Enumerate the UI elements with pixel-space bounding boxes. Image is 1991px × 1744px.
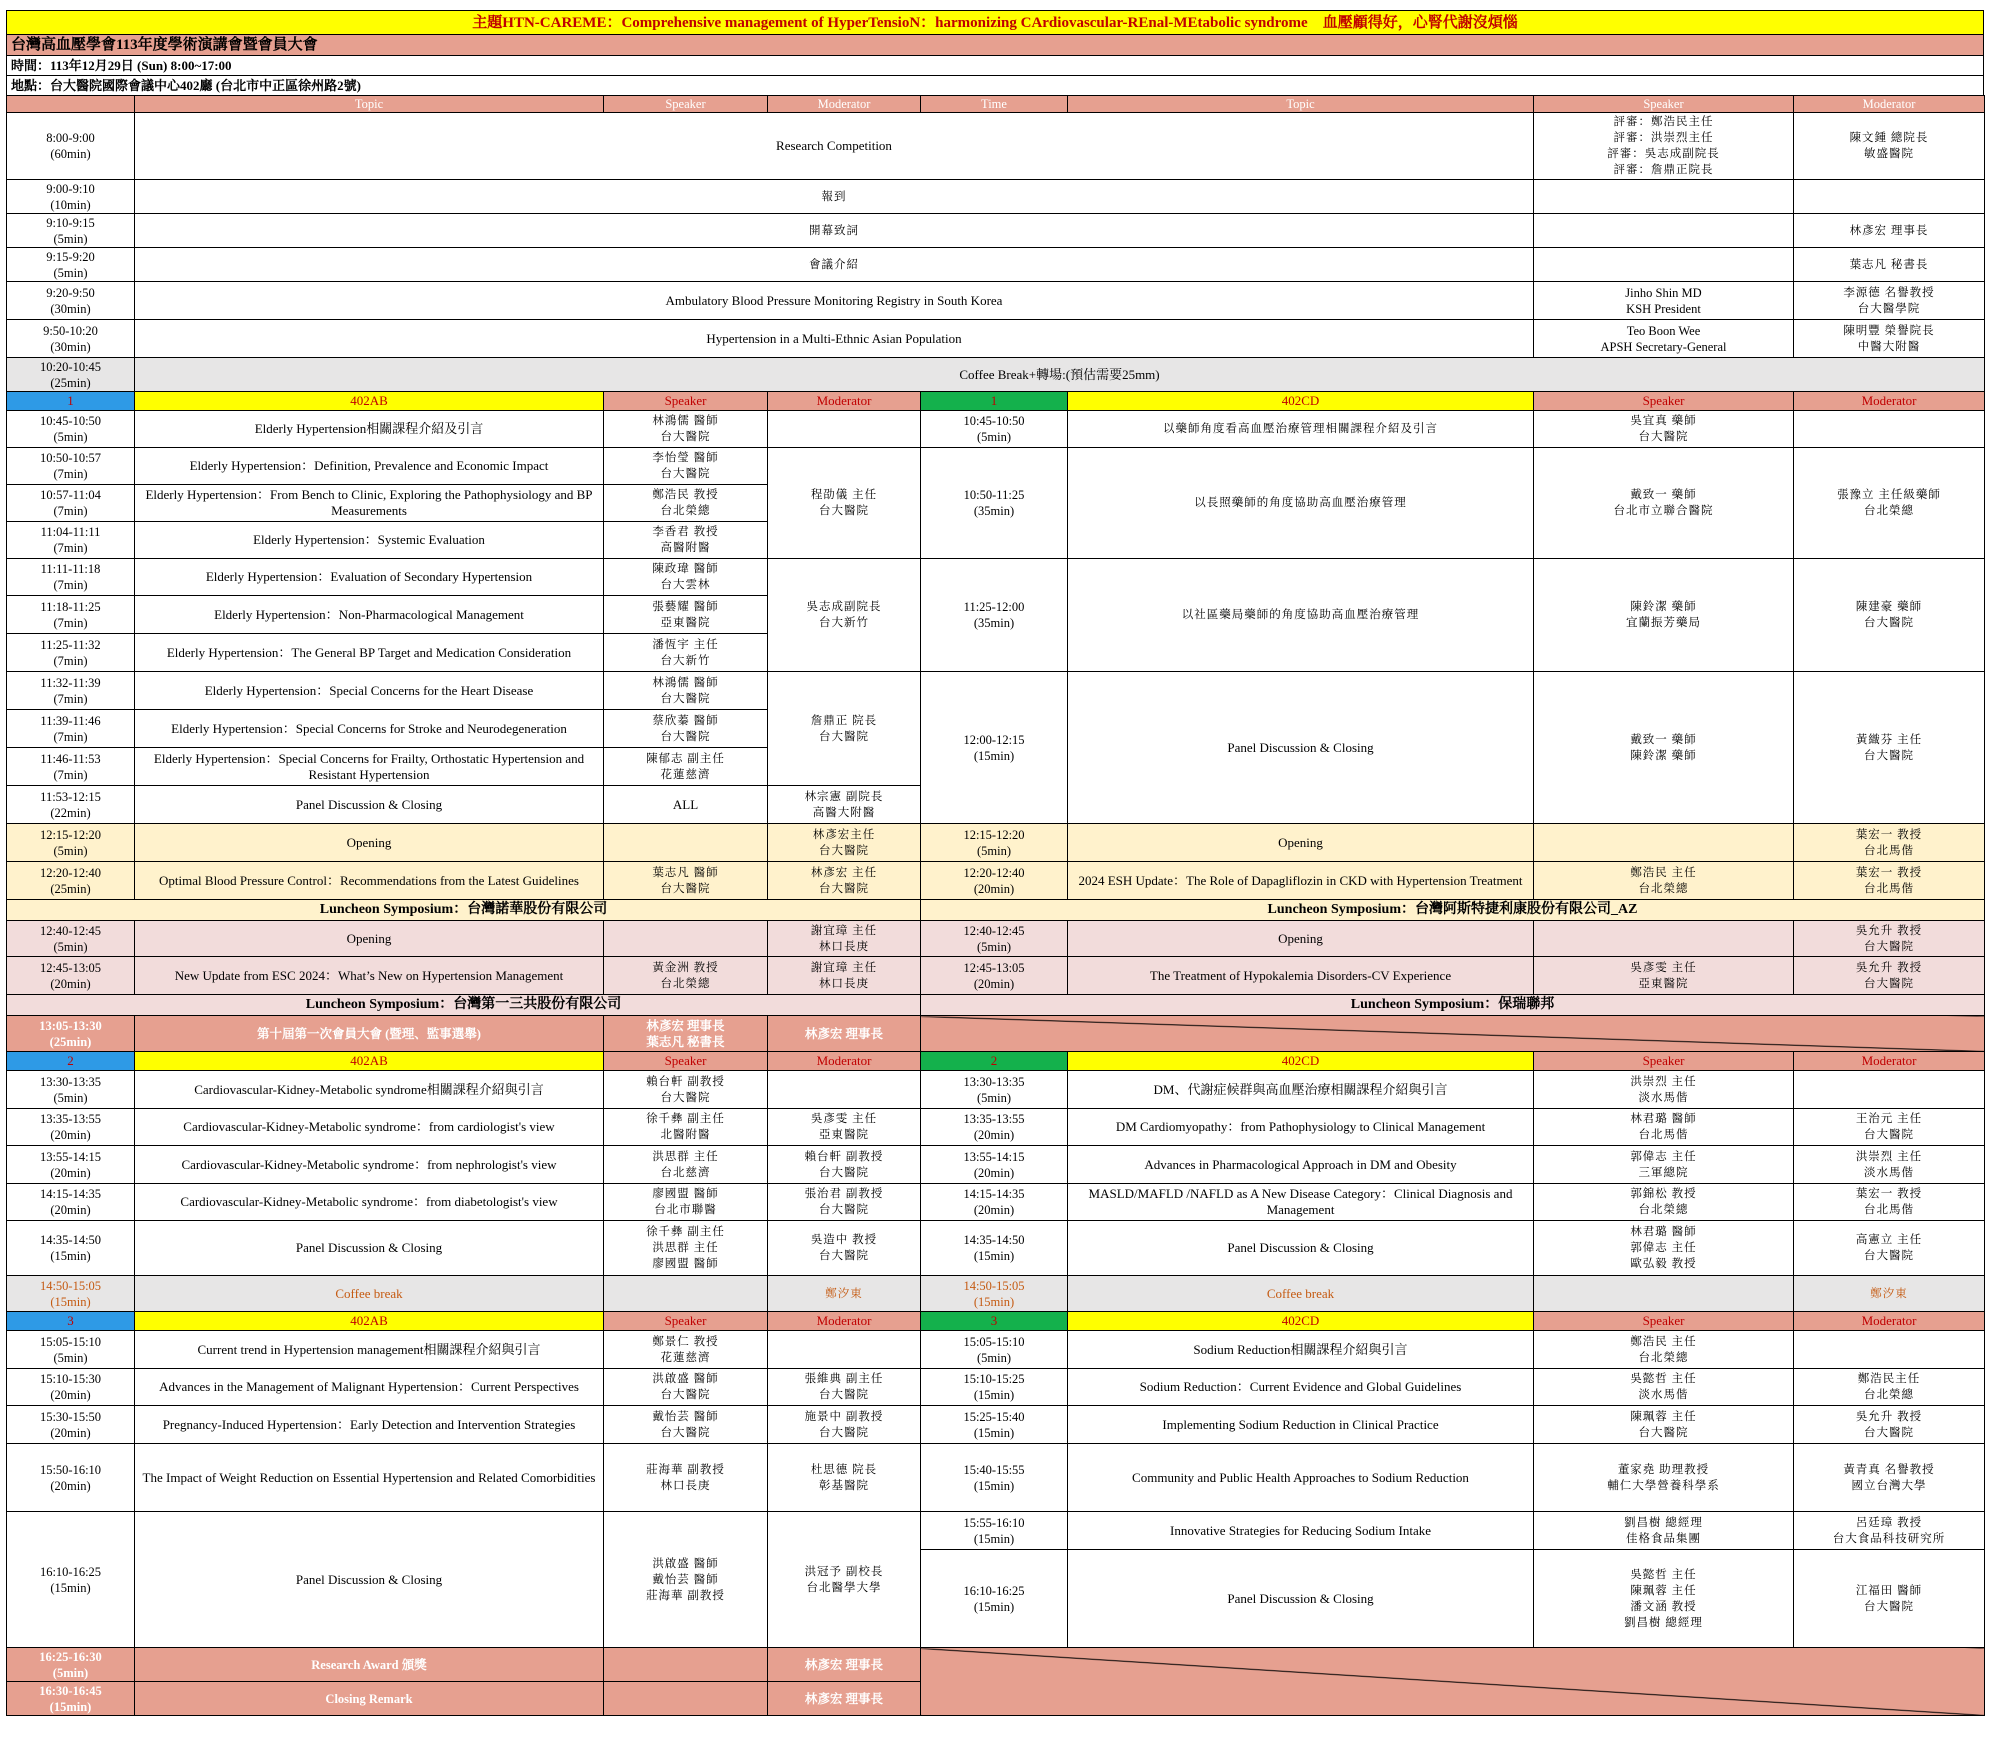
topic-cell: Hypertension in a Multi-Ethnic Asian Population xyxy=(135,320,1534,358)
moderator-cell: 鄭汐東 xyxy=(768,1276,921,1312)
time-cell: 11:25-12:00 (35min) xyxy=(921,559,1068,672)
speaker-cell: 賴台軒 副教授 台大醫院 xyxy=(604,1071,768,1109)
table-row xyxy=(7,1444,1985,1512)
luncheon-symposium-label: Luncheon Symposium：台灣諾華股份有限公司 xyxy=(7,900,921,921)
col-head-speaker: Speaker xyxy=(604,1312,768,1331)
moderator-cell: 林彥宏主任 台大醫院 xyxy=(768,824,921,862)
topic-cell: The Treatment of Hypokalemia Disorders-CV Experience xyxy=(1068,957,1534,995)
topic-cell: 第十屆第一次會員大會 (暨理、監事選舉) xyxy=(135,1016,604,1052)
topic-cell: 以長照藥師的角度協助高血壓治療管理 xyxy=(1068,448,1534,559)
col-head-topic: Topic xyxy=(135,96,604,113)
table-row xyxy=(7,448,1985,485)
empty-diagonal-cell xyxy=(921,1648,1985,1716)
time-cell: 14:50-15:05 (15min) xyxy=(921,1276,1068,1312)
speaker-cell: 黃金洲 教授 台北榮總 xyxy=(604,957,768,995)
col-head-time: Time xyxy=(921,96,1068,113)
time-cell: 14:35-14:50 (15min) xyxy=(921,1221,1068,1276)
speaker-cell: 林君璐 醫師 台北馬偕 xyxy=(1534,1109,1794,1146)
session-number: 1 xyxy=(921,392,1068,411)
session-header-row xyxy=(7,1312,1985,1331)
time-cell: 14:50-15:05 (15min) xyxy=(7,1276,135,1312)
speaker-cell xyxy=(1534,921,1794,957)
speaker-cell: 林鴻儒 醫師 台大醫院 xyxy=(604,672,768,710)
speaker-cell xyxy=(604,921,768,957)
speaker-cell: 蔡欣蓁 醫師 台大醫院 xyxy=(604,710,768,748)
time-cell: 13:35-13:55 (20min) xyxy=(7,1109,135,1146)
time-cell: 15:40-15:55 (15min) xyxy=(921,1444,1068,1512)
speaker-cell: 廖國盟 醫師 台北市聯醫 xyxy=(604,1184,768,1221)
topic-cell: Elderly Hypertension：Systemic Evaluation xyxy=(135,522,604,559)
assembly-row xyxy=(7,1016,1985,1052)
page-title: 台灣高血壓學會113年度學術演講會暨會員大會 xyxy=(6,34,1984,55)
topic-cell: Opening xyxy=(135,921,604,957)
topic-cell: 會議介紹 xyxy=(135,248,1534,282)
time-cell: 11:11-11:18 (7min) xyxy=(7,559,135,596)
topic-cell: Optimal Blood Pressure Control：Recommendations from the Latest Guidelines xyxy=(135,862,604,900)
topic-cell: Elderly Hypertension相關課程介紹及引言 xyxy=(135,411,604,448)
speaker-cell xyxy=(604,1682,768,1716)
topic-cell: Panel Discussion & Closing xyxy=(1068,672,1534,824)
col-head-moderator: Moderator xyxy=(768,1052,921,1071)
speaker-cell: 董家堯 助理教授 輔仁大學營養科學系 xyxy=(1534,1444,1794,1512)
time-cell: 9:10-9:15 (5min) xyxy=(7,214,135,248)
speaker-cell xyxy=(604,1648,768,1682)
col-head-moderator: Moderator xyxy=(1794,392,1985,411)
topic-cell: Research Competition xyxy=(135,113,1534,180)
moderator-cell: 吳造中 教授 台大醫院 xyxy=(768,1221,921,1276)
time-cell: 12:45-13:05 (20min) xyxy=(921,957,1068,995)
speaker-cell: 吳宜真 藥師 台大醫院 xyxy=(1534,411,1794,448)
speaker-cell xyxy=(604,824,768,862)
moderator-cell: 謝宜璋 主任 林口長庚 xyxy=(768,957,921,995)
table-row xyxy=(7,1369,1985,1406)
topic-cell: Opening xyxy=(1068,921,1534,957)
time-cell: 15:05-15:10 (5min) xyxy=(921,1331,1068,1369)
speaker-cell xyxy=(1534,180,1794,214)
table-row xyxy=(7,248,1985,282)
topic-cell: Current trend in Hypertension management相關課程介紹與引言 xyxy=(135,1331,604,1369)
column-header-row xyxy=(7,96,1985,113)
time-cell: 14:15-14:35 (20min) xyxy=(7,1184,135,1221)
topic-cell: 以藥師角度看高血壓治療管理相關課程介紹及引言 xyxy=(1068,411,1534,448)
session-header-row xyxy=(7,1052,1985,1071)
moderator-cell xyxy=(1794,180,1985,214)
moderator-cell: 洪冠予 副校長 台北醫學大學 xyxy=(768,1512,921,1648)
topic-cell: Cardiovascular-Kidney-Metabolic syndrome相關課程介紹與引言 xyxy=(135,1071,604,1109)
topic-cell: Elderly Hypertension：The General BP Target and Medication Consideration xyxy=(135,634,604,672)
room-label: 402CD xyxy=(1068,1052,1534,1071)
moderator-cell: 程劭儀 主任 台大醫院 xyxy=(768,448,921,559)
moderator-cell xyxy=(768,1331,921,1369)
table-row xyxy=(7,824,1985,862)
time-cell: 10:45-10:50 (5min) xyxy=(7,411,135,448)
topic-cell: Opening xyxy=(1068,824,1534,862)
closing-row xyxy=(7,1648,1985,1682)
time-cell: 15:30-15:50 (20min) xyxy=(7,1406,135,1444)
time-cell: 11:25-11:32 (7min) xyxy=(7,634,135,672)
time-cell: 10:50-10:57 (7min) xyxy=(7,448,135,485)
speaker-cell: 劉昌樹 總經理 佳格食品集團 xyxy=(1534,1512,1794,1550)
luncheon-symposium-row xyxy=(7,995,1985,1016)
time-cell: 13:35-13:55 (20min) xyxy=(921,1109,1068,1146)
moderator-cell: 謝宜璋 主任 林口長庚 xyxy=(768,921,921,957)
topic-cell: Panel Discussion & Closing xyxy=(1068,1550,1534,1648)
moderator-cell: 王治元 主任 台大醫院 xyxy=(1794,1109,1985,1146)
speaker-cell: 鄭浩民 主任 台北榮總 xyxy=(1534,862,1794,900)
room-label: 402AB xyxy=(135,392,604,411)
time-cell: 8:00-9:00 (60min) xyxy=(7,113,135,180)
moderator-cell xyxy=(1794,411,1985,448)
time-cell: 15:50-16:10 (20min) xyxy=(7,1444,135,1512)
coffee-break-label: Coffee Break+轉場:(預估需要25mm) xyxy=(135,358,1985,392)
room-label: 402CD xyxy=(1068,392,1534,411)
speaker-cell: 張藝耀 醫師 亞東醫院 xyxy=(604,596,768,634)
topic-cell: 開幕致詞 xyxy=(135,214,1534,248)
moderator-cell: 吳允升 教授 台大醫院 xyxy=(1794,957,1985,995)
luncheon-symposium-row xyxy=(7,900,1985,921)
speaker-cell: 戴怡芸 醫師 台大醫院 xyxy=(604,1406,768,1444)
topic-cell: Implementing Sodium Reduction in Clinical Practice xyxy=(1068,1406,1534,1444)
moderator-cell: 洪崇烈 主任 淡水馬偕 xyxy=(1794,1146,1985,1184)
moderator-cell: 鄭浩民主任 台北榮總 xyxy=(1794,1369,1985,1406)
time-cell: 15:05-15:10 (5min) xyxy=(7,1331,135,1369)
time-cell: 15:10-15:30 (20min) xyxy=(7,1369,135,1406)
time-cell: 11:18-11:25 (7min) xyxy=(7,596,135,634)
time-cell: 9:00-9:10 (10min) xyxy=(7,180,135,214)
topic-cell: Ambulatory Blood Pressure Monitoring Registry in South Korea xyxy=(135,282,1534,320)
moderator-cell: 吳志成副院長 台大新竹 xyxy=(768,559,921,672)
session-number: 2 xyxy=(921,1052,1068,1071)
topic-cell: Pregnancy-Induced Hypertension：Early Detection and Intervention Strategies xyxy=(135,1406,604,1444)
room-label: 402AB xyxy=(135,1312,604,1331)
speaker-cell xyxy=(1534,1276,1794,1312)
time-cell: 11:39-11:46 (7min) xyxy=(7,710,135,748)
speaker-cell: 林鴻儒 醫師 台大醫院 xyxy=(604,411,768,448)
table-row xyxy=(7,214,1985,248)
col-head-moderator: Moderator xyxy=(1794,1052,1985,1071)
table-row xyxy=(7,180,1985,214)
moderator-cell: 李源德 名譽教授 台大醫學院 xyxy=(1794,282,1985,320)
col-head-speaker: Speaker xyxy=(604,1052,768,1071)
empty-diagonal-cell xyxy=(921,1016,1985,1052)
moderator-cell: 詹鼎正 院長 台大醫院 xyxy=(768,672,921,786)
speaker-cell: 郭偉志 主任 三軍總院 xyxy=(1534,1146,1794,1184)
time-cell: 16:10-16:25 (15min) xyxy=(921,1550,1068,1648)
coffee-break-label: Coffee break xyxy=(1068,1276,1534,1312)
moderator-cell: 葉宏一 教授 台北馬偕 xyxy=(1794,1184,1985,1221)
room-label: 402CD xyxy=(1068,1312,1534,1331)
table-row xyxy=(7,921,1985,957)
time-cell: 13:55-14:15 (20min) xyxy=(921,1146,1068,1184)
time-cell: 12:15-12:20 (5min) xyxy=(7,824,135,862)
topic-cell: Cardiovascular-Kidney-Metabolic syndrome：from cardiologist's view xyxy=(135,1109,604,1146)
table-row xyxy=(7,1146,1985,1184)
moderator-cell: 吳彥雯 主任 亞東醫院 xyxy=(768,1109,921,1146)
moderator-cell xyxy=(1794,1071,1985,1109)
session-number: 3 xyxy=(921,1312,1068,1331)
time-cell: 15:10-15:25 (15min) xyxy=(921,1369,1068,1406)
time-cell: 11:46-11:53 (7min) xyxy=(7,748,135,786)
col-head-speaker: Speaker xyxy=(1534,1312,1794,1331)
topic-cell: Opening xyxy=(135,824,604,862)
moderator-cell: 陳文鍾 總院長 敏盛醫院 xyxy=(1794,113,1985,180)
topic-cell: DM Cardiomyopathy：from Pathophysiology to Clinical Management xyxy=(1068,1109,1534,1146)
topic-cell: Elderly Hypertension：From Bench to Clinic, Exploring the Pathophysiology and BP Measurements xyxy=(135,485,604,522)
table-row xyxy=(7,411,1985,448)
moderator-cell: 賴台軒 副教授 台大醫院 xyxy=(768,1146,921,1184)
time-cell: 16:30-16:45 (15min) xyxy=(7,1682,135,1716)
table-row xyxy=(7,1331,1985,1369)
speaker-cell xyxy=(1534,248,1794,282)
speaker-cell: 鄭浩民 主任 台北榮總 xyxy=(1534,1331,1794,1369)
speaker-cell: 徐千彝 副主任 洪思群 主任 廖國盟 醫師 xyxy=(604,1221,768,1276)
moderator-cell xyxy=(768,411,921,448)
session-number: 2 xyxy=(7,1052,135,1071)
time-cell: 10:57-11:04 (7min) xyxy=(7,485,135,522)
table-row xyxy=(7,1071,1985,1109)
room-label: 402AB xyxy=(135,1052,604,1071)
speaker-cell: 洪啟盛 醫師 台大醫院 xyxy=(604,1369,768,1406)
table-row xyxy=(7,1184,1985,1221)
table-row xyxy=(7,559,1985,596)
moderator-cell: 林彥宏 理事長 xyxy=(768,1682,921,1716)
moderator-cell xyxy=(1794,1331,1985,1369)
time-cell: 16:10-16:25 (15min) xyxy=(7,1512,135,1648)
time-cell: 15:25-15:40 (15min) xyxy=(921,1406,1068,1444)
moderator-cell: 林彥宏 理事長 xyxy=(1794,214,1985,248)
col-head-speaker: Speaker xyxy=(1534,1052,1794,1071)
topic-cell: Research Award 頒獎 xyxy=(135,1648,604,1682)
luncheon-symposium-label: Luncheon Symposium：台灣第一三共股份有限公司 xyxy=(7,995,921,1016)
time-cell: 11:32-11:39 (7min) xyxy=(7,672,135,710)
speaker-cell: 戴致一 藥師 陳鈴潔 藥師 xyxy=(1534,672,1794,824)
col-head-topic: Topic xyxy=(1068,96,1534,113)
speaker-cell: 戴致一 藥師 台北市立聯合醫院 xyxy=(1534,448,1794,559)
moderator-cell: 張維典 副主任 台大醫院 xyxy=(768,1369,921,1406)
event-time: 時間：113年12月29日 (Sun) 8:00~17:00 xyxy=(6,55,1984,75)
topic-cell: Community and Public Health Approaches to Sodium Reduction xyxy=(1068,1444,1534,1512)
speaker-cell xyxy=(604,1276,768,1312)
topic-cell: Panel Discussion & Closing xyxy=(135,1512,604,1648)
speaker-cell: 陳郁志 副主任 花蓮慈濟 xyxy=(604,748,768,786)
topic-cell: DM、代謝症候群與高血壓治療相關課程介紹與引言 xyxy=(1068,1071,1534,1109)
speaker-cell: 郭錦松 教授 台北榮總 xyxy=(1534,1184,1794,1221)
speaker-cell: ALL xyxy=(604,786,768,824)
topic-cell: Cardiovascular-Kidney-Metabolic syndrome：from diabetologist's view xyxy=(135,1184,604,1221)
topic-cell: Elderly Hypertension：Non-Pharmacological Management xyxy=(135,596,604,634)
luncheon-symposium-label: Luncheon Symposium：保瑞聯邦 xyxy=(921,995,1985,1016)
session-number: 1 xyxy=(7,392,135,411)
topic-cell: Panel Discussion & Closing xyxy=(135,1221,604,1276)
moderator-cell: 施景中 副教授 台大醫院 xyxy=(768,1406,921,1444)
time-cell: 13:05-13:30 (25min) xyxy=(7,1016,135,1052)
col-head-moderator: Moderator xyxy=(1794,96,1985,113)
moderator-cell: 張豫立 主任級藥師 台北榮總 xyxy=(1794,448,1985,559)
col-head-moderator: Moderator xyxy=(1794,1312,1985,1331)
table-row xyxy=(7,957,1985,995)
speaker-cell: 葉志凡 醫師 台大醫院 xyxy=(604,862,768,900)
speaker-cell xyxy=(1534,214,1794,248)
moderator-cell: 黃織芬 主任 台大醫院 xyxy=(1794,672,1985,824)
moderator-cell: 葉宏一 教授 台北馬偕 xyxy=(1794,862,1985,900)
speaker-cell: Teo Boon Wee APSH Secretary-General xyxy=(1534,320,1794,358)
luncheon-symposium-label: Luncheon Symposium：台灣阿斯特捷利康股份有限公司_AZ xyxy=(921,900,1985,921)
topic-cell: Panel Discussion & Closing xyxy=(1068,1221,1534,1276)
time-cell: 16:25-16:30 (5min) xyxy=(7,1648,135,1682)
moderator-cell: 葉宏一 教授 台北馬偕 xyxy=(1794,824,1985,862)
moderator-cell: 高憲立 主任 台大醫院 xyxy=(1794,1221,1985,1276)
topic-cell: Elderly Hypertension：Special Concerns for Frailty, Orthostatic Hypertension and Resistant Hypertension xyxy=(135,748,604,786)
speaker-cell: 洪崇烈 主任 淡水馬偕 xyxy=(1534,1071,1794,1109)
table-row xyxy=(7,1406,1985,1444)
session-header-row xyxy=(7,392,1985,411)
time-cell: 14:35-14:50 (15min) xyxy=(7,1221,135,1276)
time-cell: 12:45-13:05 (20min) xyxy=(7,957,135,995)
table-row xyxy=(7,113,1985,180)
topic-cell: MASLD/MAFLD /NAFLD as A New Disease Category：Clinical Diagnosis and Management xyxy=(1068,1184,1534,1221)
topic-cell: Panel Discussion & Closing xyxy=(135,786,604,824)
table-row xyxy=(7,862,1985,900)
theme-banner: 主題HTN-CAREME：Comprehensive management of HyperTensioN：harmonizing CArdiovascular-REnal-MEtabolic syndrome 血壓顧得好，心腎代謝沒煩惱 xyxy=(6,10,1984,34)
time-cell: 12:15-12:20 (5min) xyxy=(921,824,1068,862)
col-head-moderator: Moderator xyxy=(768,96,921,113)
moderator-cell: 呂廷璋 教授 台大食品科技研究所 xyxy=(1794,1512,1985,1550)
topic-cell: Sodium Reduction相關課程介紹與引言 xyxy=(1068,1331,1534,1369)
speaker-cell: 吳彥雯 主任 亞東醫院 xyxy=(1534,957,1794,995)
col-head-speaker: Speaker xyxy=(604,96,768,113)
moderator-cell: 鄭汐東 xyxy=(1794,1276,1985,1312)
time-cell: 12:40-12:45 (5min) xyxy=(7,921,135,957)
moderator-cell xyxy=(768,1071,921,1109)
speaker-cell: 潘恆宇 主任 台大新竹 xyxy=(604,634,768,672)
col-head-moderator: Moderator xyxy=(768,1312,921,1331)
moderator-cell: 林彥宏 理事長 xyxy=(768,1648,921,1682)
topic-cell: Innovative Strategies for Reducing Sodium Intake xyxy=(1068,1512,1534,1550)
time-cell: 12:20-12:40 (25min) xyxy=(7,862,135,900)
moderator-cell: 林宗憲 副院長 高醫大附醫 xyxy=(768,786,921,824)
moderator-cell: 陳建豪 藥師 台大醫院 xyxy=(1794,559,1985,672)
moderator-cell: 杜思德 院長 彰基醫院 xyxy=(768,1444,921,1512)
speaker-cell xyxy=(1534,824,1794,862)
time-cell: 15:55-16:10 (15min) xyxy=(921,1512,1068,1550)
speaker-cell: 洪思群 主任 台北慈濟 xyxy=(604,1146,768,1184)
topic-cell: 2024 ESH Update：The Role of Dapagliflozin in CKD with Hypertension Treatment xyxy=(1068,862,1534,900)
moderator-cell: 吳允升 教授 台大醫院 xyxy=(1794,921,1985,957)
topic-cell: Elderly Hypertension：Special Concerns for Stroke and Neurodegeneration xyxy=(135,710,604,748)
moderator-cell: 張治君 副教授 台大醫院 xyxy=(768,1184,921,1221)
moderator-cell: 陳明豐 榮譽院長 中醫大附醫 xyxy=(1794,320,1985,358)
col-head-speaker: Speaker xyxy=(604,392,768,411)
col-head-blank xyxy=(7,96,135,113)
topic-cell: New Update from ESC 2024：What’s New on Hypertension Management xyxy=(135,957,604,995)
moderator-cell: 林彥宏 理事長 xyxy=(768,1016,921,1052)
speaker-cell: 評審：鄭浩民主任 評審：洪崇烈主任 評審：吳志成副院長 評審：詹鼎正院長 xyxy=(1534,113,1794,180)
topic-cell: Elderly Hypertension：Definition, Prevalence and Economic Impact xyxy=(135,448,604,485)
speaker-cell: 鄭浩民 教授 台北榮總 xyxy=(604,485,768,522)
speaker-cell: 林彥宏 理事長 葉志凡 秘書長 xyxy=(604,1016,768,1052)
table-row xyxy=(7,1512,1985,1550)
moderator-cell: 林彥宏 主任 台大醫院 xyxy=(768,862,921,900)
topic-cell: The Impact of Weight Reduction on Essential Hypertension and Related Comorbidities xyxy=(135,1444,604,1512)
topic-cell: Advances in the Management of Malignant Hypertension：Current Perspectives xyxy=(135,1369,604,1406)
topic-cell: Elderly Hypertension：Special Concerns for the Heart Disease xyxy=(135,672,604,710)
time-cell: 12:20-12:40 (20min) xyxy=(921,862,1068,900)
table-row xyxy=(7,1109,1985,1146)
speaker-cell: 陳政瑋 醫師 台大雲林 xyxy=(604,559,768,596)
time-cell: 14:15-14:35 (20min) xyxy=(921,1184,1068,1221)
speaker-cell: 徐千彝 副主任 北醫附醫 xyxy=(604,1109,768,1146)
time-cell: 9:15-9:20 (5min) xyxy=(7,248,135,282)
time-cell: 12:40-12:45 (5min) xyxy=(921,921,1068,957)
topic-cell: 報到 xyxy=(135,180,1534,214)
col-head-moderator: Moderator xyxy=(768,392,921,411)
time-cell: 12:00-12:15 (15min) xyxy=(921,672,1068,824)
time-cell: 13:30-13:35 (5min) xyxy=(7,1071,135,1109)
topic-cell: Advances in Pharmacological Approach in DM and Obesity xyxy=(1068,1146,1534,1184)
session-number: 3 xyxy=(7,1312,135,1331)
moderator-cell: 吳允升 教授 台大醫院 xyxy=(1794,1406,1985,1444)
time-cell: 10:50-11:25 (35min) xyxy=(921,448,1068,559)
table-row xyxy=(7,320,1985,358)
col-head-speaker: Speaker xyxy=(1534,96,1794,113)
agenda-sheet xyxy=(6,10,1984,1716)
time-cell: 11:04-11:11 (7min) xyxy=(7,522,135,559)
agenda-table xyxy=(6,95,1985,1716)
moderator-cell: 江福田 醫師 台大醫院 xyxy=(1794,1550,1985,1648)
topic-cell: 以社區藥局藥師的角度協助高血壓治療管理 xyxy=(1068,559,1534,672)
topic-cell: Sodium Reduction：Current Evidence and Global Guidelines xyxy=(1068,1369,1534,1406)
col-head-speaker: Speaker xyxy=(1534,392,1794,411)
topic-cell: Elderly Hypertension：Evaluation of Secondary Hypertension xyxy=(135,559,604,596)
topic-cell: Cardiovascular-Kidney-Metabolic syndrome：from nephrologist's view xyxy=(135,1146,604,1184)
moderator-cell: 黃青真 名譽教授 國立台灣大學 xyxy=(1794,1444,1985,1512)
speaker-cell: 洪啟盛 醫師 戴怡芸 醫師 莊海華 副教授 xyxy=(604,1512,768,1648)
speaker-cell: 陳珮蓉 主任 台大醫院 xyxy=(1534,1406,1794,1444)
time-cell: 13:30-13:35 (5min) xyxy=(921,1071,1068,1109)
time-cell: 9:50-10:20 (30min) xyxy=(7,320,135,358)
topic-cell: Closing Remark xyxy=(135,1682,604,1716)
time-cell: 10:20-10:45 (25min) xyxy=(7,358,135,392)
table-row xyxy=(7,1221,1985,1276)
time-cell: 11:53-12:15 (22min) xyxy=(7,786,135,824)
speaker-cell: 吳懿哲 主任 陳珮蓉 主任 潘文涵 教授 劉昌樹 總經理 xyxy=(1534,1550,1794,1648)
moderator-cell: 葉志凡 秘書長 xyxy=(1794,248,1985,282)
coffee-break-label: Coffee break xyxy=(135,1276,604,1312)
speaker-cell: 李怡瑩 醫師 台大醫院 xyxy=(604,448,768,485)
speaker-cell: 林君璐 醫師 郭偉志 主任 歐弘毅 教授 xyxy=(1534,1221,1794,1276)
coffee-break-row xyxy=(7,1276,1985,1312)
time-cell: 13:55-14:15 (20min) xyxy=(7,1146,135,1184)
event-venue: 地點：台大醫院國際會議中心402廳 (台北市中正區徐州路2號) xyxy=(6,75,1984,95)
time-cell: 9:20-9:50 (30min) xyxy=(7,282,135,320)
speaker-cell: 吳懿哲 主任 淡水馬偕 xyxy=(1534,1369,1794,1406)
speaker-cell: 陳鈴潔 藥師 宜蘭振芳藥局 xyxy=(1534,559,1794,672)
speaker-cell: 莊海華 副教授 林口長庚 xyxy=(604,1444,768,1512)
speaker-cell: 李香君 教授 高醫附醫 xyxy=(604,522,768,559)
coffee-break-row xyxy=(7,358,1985,392)
table-row xyxy=(7,672,1985,710)
speaker-cell: Jinho Shin MD KSH President xyxy=(1534,282,1794,320)
time-cell: 10:45-10:50 (5min) xyxy=(921,411,1068,448)
speaker-cell: 鄭景仁 教授 花蓮慈濟 xyxy=(604,1331,768,1369)
table-row xyxy=(7,282,1985,320)
